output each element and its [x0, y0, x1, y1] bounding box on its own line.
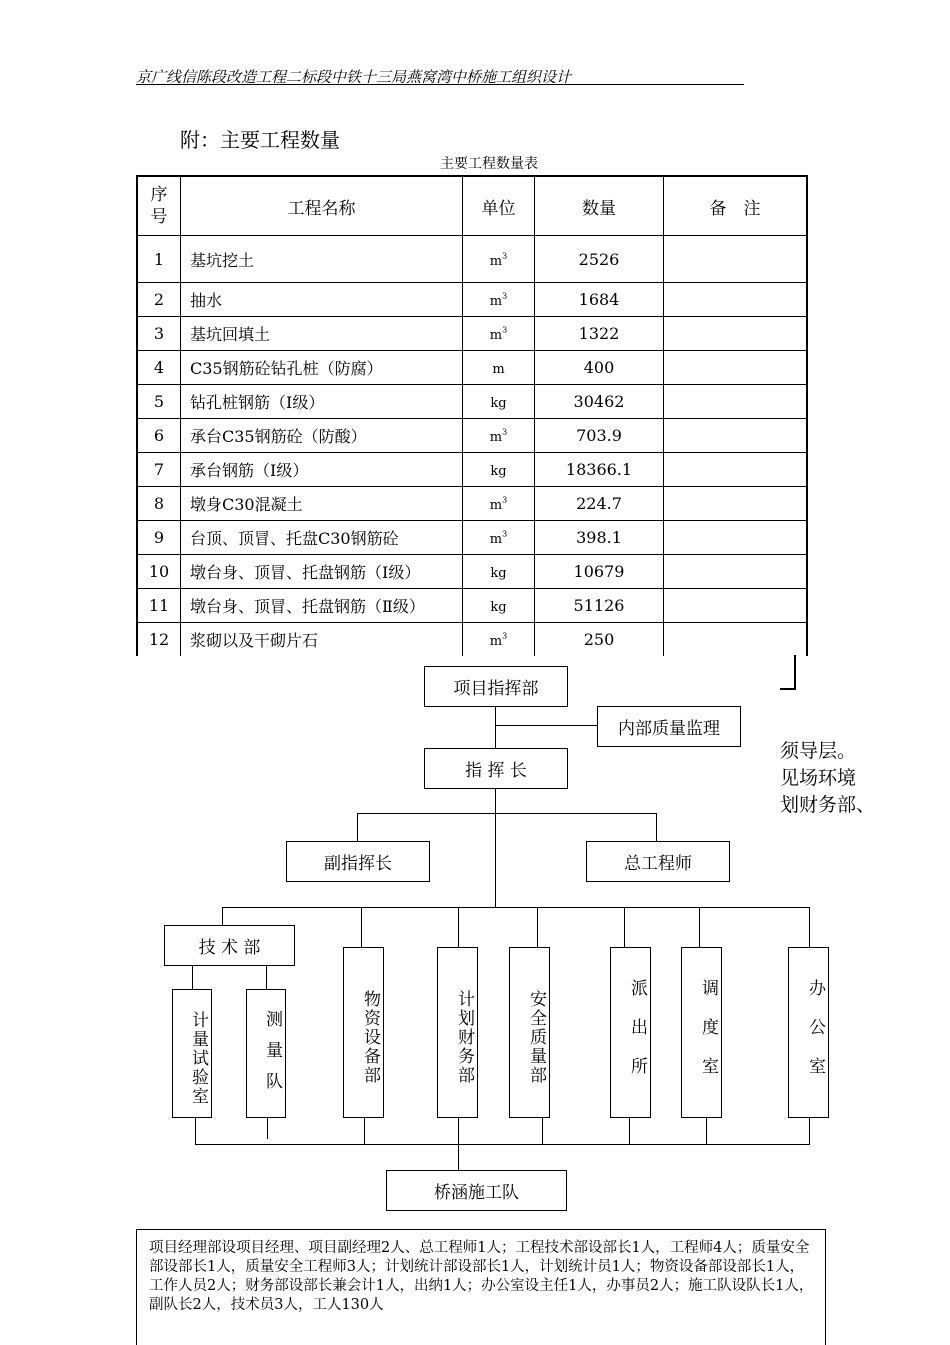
table-row	[137, 521, 807, 555]
connector-line	[357, 813, 657, 814]
cell-remark	[664, 521, 808, 555]
table-row	[137, 385, 807, 419]
header-remark: 备 注	[664, 176, 808, 236]
unit-superscript: 3	[502, 631, 508, 641]
org-safety: 安全质量部	[509, 947, 550, 1118]
unit-text: m	[489, 532, 503, 547]
cell-name: 抽水	[181, 283, 463, 317]
header-quantity: 数量	[535, 176, 664, 236]
org-finance: 计划财务部	[437, 947, 478, 1118]
cell-name: 基坑挖土	[181, 236, 463, 283]
cell-quantity: 1322	[535, 317, 664, 351]
cell-unit	[463, 521, 535, 555]
org-materials: 物资设备部	[343, 947, 384, 1118]
connector-line	[266, 965, 267, 989]
cell-remark	[664, 283, 808, 317]
cell-no: 7	[137, 453, 181, 487]
table-header-row	[137, 176, 807, 236]
cell-no: 1	[137, 236, 181, 283]
connector-line	[458, 907, 459, 947]
cell-name: 墩身C30混凝土	[181, 487, 463, 521]
org-qa: 内部质量监理	[597, 706, 741, 747]
table-border-fragment	[794, 655, 796, 689]
org-team: 桥涵施工队	[386, 1170, 567, 1211]
connector-line	[656, 813, 657, 841]
cell-quantity: 250	[535, 623, 664, 657]
cell-no: 12	[137, 623, 181, 657]
unit-text: m	[492, 362, 505, 377]
table-row	[137, 236, 807, 283]
connector-line	[361, 907, 362, 947]
connector-line	[458, 1117, 459, 1171]
unit-superscript: 3	[502, 291, 508, 301]
cell-quantity: 1684	[535, 283, 664, 317]
table-row	[137, 589, 807, 623]
connector-line	[364, 1117, 365, 1145]
cell-unit	[463, 236, 535, 283]
unit-superscript: 3	[502, 325, 508, 335]
cell-unit	[463, 419, 535, 453]
org-lab: 计量试验室	[172, 989, 212, 1118]
cell-remark	[664, 317, 808, 351]
cell-unit	[463, 351, 535, 385]
connector-line	[629, 1117, 630, 1145]
unit-text: m	[489, 294, 503, 309]
header-unit: 单位	[463, 176, 535, 236]
table-row	[137, 623, 807, 657]
cell-no: 8	[137, 487, 181, 521]
cell-no: 3	[137, 317, 181, 351]
cell-quantity: 10679	[535, 555, 664, 589]
unit-text: kg	[490, 600, 507, 615]
table-row	[137, 317, 807, 351]
cell-no: 10	[137, 555, 181, 589]
cell-remark	[664, 351, 808, 385]
section-title: 附：主要工程数量	[180, 128, 340, 152]
cell-unit	[463, 283, 535, 317]
cell-unit	[463, 623, 535, 657]
cell-name: 墩台身、顶冒、托盘钢筋（Ⅱ级）	[181, 589, 463, 623]
running-header: 京广线信陈段改造工程二标段中铁十三局燕窝湾中桥施工组织设计	[136, 68, 572, 86]
cell-name: 承台钢筋（Ⅰ级）	[181, 453, 463, 487]
clipped-line: 划财务部、	[780, 794, 875, 816]
connector-line	[222, 907, 223, 925]
cell-quantity: 398.1	[535, 521, 664, 555]
org-hq: 项目指挥部	[424, 666, 568, 707]
unit-text: m	[489, 430, 503, 445]
org-office: 办公室	[788, 947, 829, 1118]
cell-remark	[664, 589, 808, 623]
connector-line	[267, 1117, 268, 1139]
header-seq-bottom: 号	[150, 207, 168, 227]
connector-line	[495, 788, 496, 908]
cell-no: 11	[137, 589, 181, 623]
unit-text: kg	[490, 396, 507, 411]
cell-name: 墩台身、顶冒、托盘钢筋（Ⅰ级）	[181, 555, 463, 589]
cell-name: 浆砌以及干砌片石	[181, 623, 463, 657]
clipped-line: 须导层。	[780, 740, 857, 762]
cell-quantity: 2526	[535, 236, 664, 283]
cell-name: 承台C35钢筋砼（防酸）	[181, 419, 463, 453]
unit-superscript: 3	[502, 495, 508, 505]
clipped-text	[780, 738, 875, 819]
header-name: 工程名称	[181, 176, 463, 236]
connector-line	[495, 725, 597, 726]
connector-line	[222, 907, 810, 908]
org-chief-engineer: 总工程师	[586, 841, 730, 882]
unit-superscript: 3	[502, 251, 508, 261]
cell-quantity: 18366.1	[535, 453, 664, 487]
unit-text: m	[489, 634, 503, 649]
cell-unit	[463, 453, 535, 487]
cell-unit	[463, 589, 535, 623]
connector-line	[706, 1117, 707, 1145]
quantity-table	[136, 175, 808, 656]
cell-name: 台顶、顶冒、托盘C30钢筋砼	[181, 521, 463, 555]
cell-unit	[463, 317, 535, 351]
connector-line	[809, 1117, 810, 1145]
cell-remark	[664, 236, 808, 283]
staffing-notes: 项目经理部设项目经理、项目副经理2人、总工程师1人；工程技术部设部长1人，工程师4人；质量安全部设部长1人，质量安全工程师3人；计划统计部设部长1人，计划统计员1人；物资设备部设部长1人，工作人员2人；财务部设部长兼会计1人，出纳1人；办公室设主任1人，办事员2人；施工队设队长1人，副队长2人，技术员3人，工人130人	[136, 1229, 826, 1345]
table-row	[137, 487, 807, 521]
cell-remark	[664, 555, 808, 589]
table-row	[137, 283, 807, 317]
cell-name: C35钢筋砼钻孔桩（防腐）	[181, 351, 463, 385]
cell-remark	[664, 623, 808, 657]
org-police: 派出所	[610, 947, 651, 1118]
unit-text: kg	[490, 464, 507, 479]
connector-line	[195, 1117, 196, 1145]
cell-quantity: 703.9	[535, 419, 664, 453]
cell-unit	[463, 555, 535, 589]
cell-name: 基坑回填土	[181, 317, 463, 351]
cell-remark	[664, 385, 808, 419]
cell-no: 6	[137, 419, 181, 453]
connector-line	[192, 965, 193, 989]
cell-name: 钻孔桩钢筋（Ⅰ级）	[181, 385, 463, 419]
connector-line	[357, 813, 358, 841]
table-caption: 主要工程数量表	[440, 156, 538, 172]
connector-line	[495, 706, 496, 748]
connector-line	[809, 907, 810, 947]
header-seq	[137, 176, 181, 236]
cell-unit	[463, 385, 535, 419]
cell-quantity: 400	[535, 351, 664, 385]
clipped-line: 见场环境	[780, 767, 857, 789]
cell-quantity: 30462	[535, 385, 664, 419]
header-seq-top: 序	[150, 185, 168, 205]
connector-line	[699, 907, 700, 947]
unit-text: m	[489, 498, 503, 513]
unit-text: m	[489, 253, 503, 269]
connector-line	[542, 1117, 543, 1145]
table-border-fragment-bottom	[780, 688, 796, 690]
org-tech-dept: 技 术 部	[164, 925, 295, 966]
header-rule	[136, 84, 744, 85]
unit-text: m	[489, 328, 503, 343]
cell-quantity: 224.7	[535, 487, 664, 521]
org-survey: 测量队	[246, 989, 286, 1118]
connector-line	[624, 907, 625, 947]
org-commander: 指 挥 长	[424, 748, 568, 789]
cell-no: 5	[137, 385, 181, 419]
unit-text: kg	[490, 566, 507, 581]
connector-line	[537, 907, 538, 947]
table-row	[137, 555, 807, 589]
cell-no: 2	[137, 283, 181, 317]
table-row	[137, 453, 807, 487]
cell-remark	[664, 487, 808, 521]
cell-no: 9	[137, 521, 181, 555]
unit-superscript: 3	[502, 427, 508, 437]
org-dispatch: 调度室	[681, 947, 722, 1118]
cell-unit	[463, 487, 535, 521]
table-row	[137, 351, 807, 385]
cell-remark	[664, 419, 808, 453]
cell-quantity: 51126	[535, 589, 664, 623]
connector-line	[195, 1144, 810, 1145]
cell-remark	[664, 453, 808, 487]
cell-no: 4	[137, 351, 181, 385]
org-deputy: 副指挥长	[286, 841, 430, 882]
unit-superscript: 3	[502, 529, 508, 539]
table-row	[137, 419, 807, 453]
